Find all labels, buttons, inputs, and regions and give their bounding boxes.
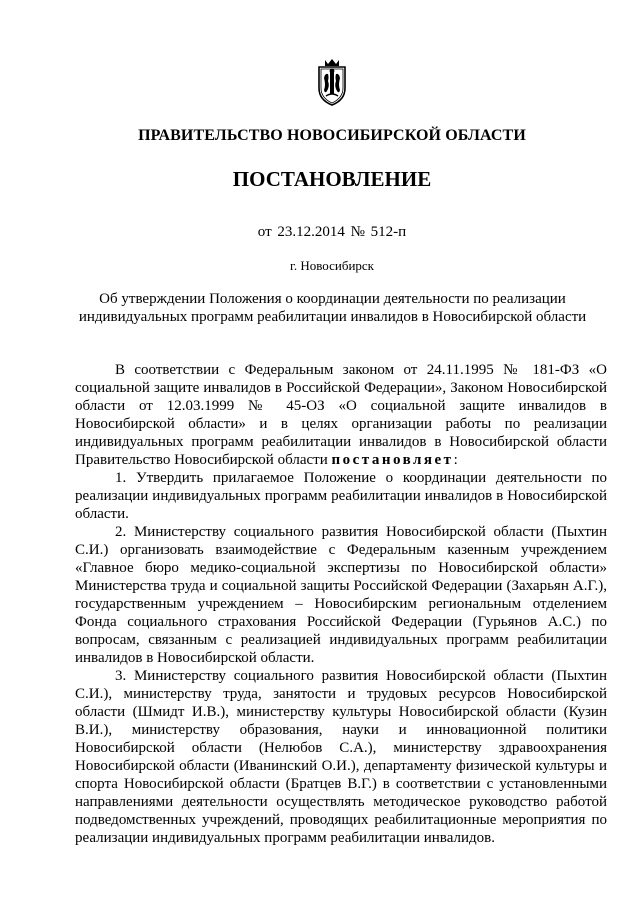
coat-of-arms-icon (313, 58, 351, 106)
city-line: г. Новосибирск (289, 258, 374, 273)
document-body (75, 361, 607, 847)
preamble-paragraph (75, 361, 607, 469)
item-paragraph-3: 3. Министерству социального развития Новосибирской области (Пыхтин С.И.), министерству труда, занятости и трудовых ресурсов Новосибирской области (Шмидт И.В.), министерству культуры Новосибирской области (Кузин В.И.), министерству образования, науки и инновационной политики Новосибирской области (Нелюбов С.А.), министерству здравоохранения Новосибирской области (Иванинский О.И.), департаменту физической культуры и спорта Новосибирской области (Братцев В.Г.) в соответствии с установленными направлениями деятельности осуществлять методическое руководство работой подведомственных учреждений, проводящих реабилитационные мероприятия по реализации индивидуальных программ реабилитации инвалидов. (75, 668, 607, 846)
item-paragraph-2: 2. Министерству социального развития Новосибирской области (Пыхтин С.И.) организовать взаимодействие с Федеральным казенным учреждением «Главное бюро медико-социальной экспертизы по Новосибирской области» Министерства труда и социальной защиты Российской Федерации (Захарьян А.Г.), государственным учреждением – Новосибирским региональным отделением Фонда социального страхования Российской Федерации (Гурьянов А.С.) по вопросам, связанным с реализацией индивидуальных программ реабилитации инвалидов в Новосибирской области. (75, 524, 607, 666)
preamble-colon: : (453, 452, 458, 468)
date-and-number: от 23.12.2014 № 512-п (257, 224, 407, 240)
item-paragraph-1: 1. Утвердить прилагаемое Положение о координации деятельности по реализации индивидуальных программ реабилитации инвалидов в Новосибирской области. (75, 470, 607, 522)
preamble-text: В соответствии с Федеральным законом от 24.11.1995 № 181-ФЗ «О социальной защите инвалидов в Российской Федерации», Законом Новосибирской области от 12.03.1999 № 45-ОЗ «О социальной защите инвалидов в Новосибирской области» и в целях организации работы по реализации индивидуальных программ реабилитации инвалидов в Новосибирской области Правительство Новосибирской области (75, 362, 607, 468)
document-subject: Об утверждении Положения о координации деятельности по реализации индивидуальных программ реабилитации инвалидов в Новосибирской области (78, 291, 587, 325)
government-name: ПРАВИТЕЛЬСТВО НОВОСИБИРСКОЙ ОБЛАСТИ (138, 127, 526, 144)
document-type-title: ПОСТАНОВЛЕНИЕ (232, 167, 432, 191)
decree-word: постановляет (331, 452, 454, 468)
